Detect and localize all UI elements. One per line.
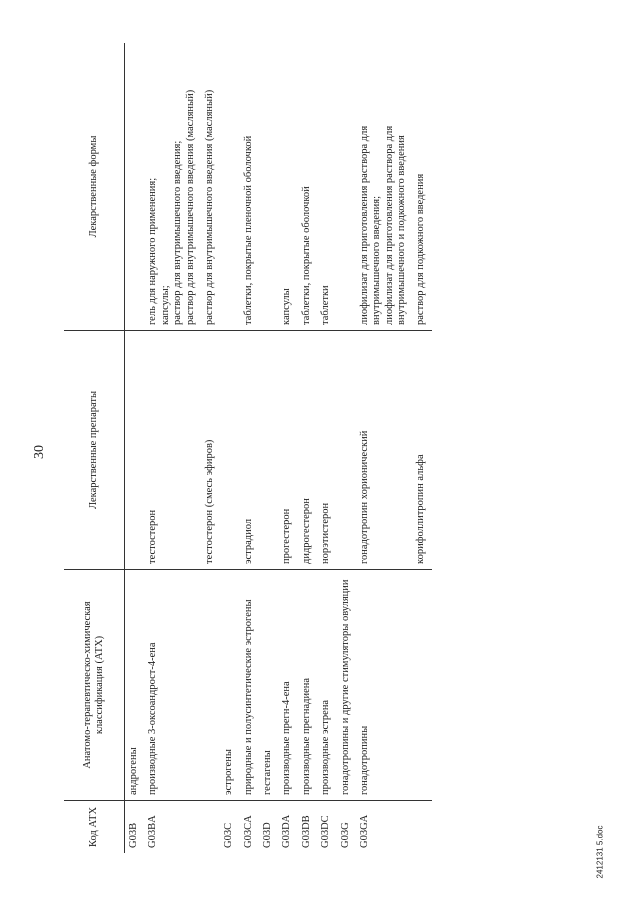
table-header-row — [64, 43, 125, 853]
dosage-forms-cell — [240, 43, 259, 331]
table-row — [125, 43, 145, 853]
page-number: 30 — [32, 445, 47, 459]
header-drugs: Лекарственные препараты — [64, 331, 125, 570]
dosage-form-line: раствор для внутримышечного введения (масляный) — [203, 89, 215, 325]
drug-cell — [125, 331, 145, 570]
atc-class-cell: производные эстрена — [317, 570, 336, 801]
dosage-form-line: раствор для внутримышечного введения; — [172, 140, 184, 325]
drug-cell: тестостерон — [144, 331, 201, 570]
table-row — [144, 43, 201, 853]
dosage-forms-cell — [278, 43, 297, 331]
table-row — [278, 43, 297, 853]
dosage-form-line: капсулы; — [159, 285, 171, 325]
table-body — [125, 43, 432, 853]
table-row — [220, 43, 239, 853]
atc-table-rotated — [64, 43, 600, 853]
table-row — [259, 43, 278, 853]
header-atc-classification: Анатомо-терапевтическо-химическая классификация (АТХ) — [64, 570, 125, 801]
drug-cell: прогестерон — [278, 331, 297, 570]
atc-code-cell: G03CA — [242, 815, 254, 848]
drug-cell: тестостерон (смесь эфиров) — [201, 331, 220, 570]
atc-class-cell: производные 3-оксоандрост-4-ена — [144, 570, 201, 801]
atc-class-cell: гестагены — [259, 570, 278, 801]
atc-table — [64, 43, 432, 853]
drug-cell — [259, 331, 278, 570]
dosage-forms-cell — [317, 43, 336, 331]
dosage-forms-cell — [298, 43, 317, 331]
footer-doc-name: 2412131 5.doc — [595, 825, 605, 879]
drug-cell: гонадотропин хорионический — [356, 331, 413, 570]
atc-code-cell: G03D — [262, 822, 273, 848]
dosage-form-line: таблетки, покрытые оболочкой — [300, 186, 312, 325]
atc-class-cell: эстрогены — [220, 570, 239, 801]
dosage-forms-cell — [125, 43, 145, 331]
atc-code-cell: G03GA — [358, 814, 370, 848]
atc-code-cell: G03C — [223, 822, 235, 848]
dosage-form-line: лиофилизат для приготовления раствора для внутримышечного введения; — [358, 125, 383, 325]
atc-class-cell: природные и полусинтетические эстрогены — [240, 570, 259, 801]
atc-code-cell — [412, 801, 431, 854]
table-row — [337, 43, 356, 853]
table-row — [201, 43, 220, 853]
dosage-form-line: лиофилизат для приготовления раствора для внутримышечного и подкожного введения — [383, 125, 407, 325]
drug-cell — [220, 331, 239, 570]
dosage-forms-cell — [356, 43, 413, 331]
dosage-forms-cell — [144, 43, 201, 331]
table-row — [356, 43, 413, 853]
atc-code-cell: G03B — [128, 822, 139, 848]
dosage-form-line: капсулы — [281, 288, 293, 325]
atc-code-cell: G03DC — [320, 815, 332, 848]
atc-code-cell: G03DA — [281, 814, 293, 848]
atc-class-cell: гонадотропины — [356, 570, 413, 801]
dosage-form-line: раствор для внутримышечного введения (масляный) — [184, 89, 196, 325]
dosage-forms-cell — [201, 43, 220, 331]
atc-class-cell — [201, 570, 220, 801]
drug-cell: эстрадиол — [240, 331, 259, 570]
atc-code-cell: G03G — [339, 822, 351, 848]
header-atc-code: Код АТХ — [64, 801, 125, 854]
dosage-form-line: таблетки — [320, 285, 332, 325]
atc-code-cell: G03DB — [300, 815, 312, 848]
drug-cell: дидрогестерон — [298, 331, 317, 570]
dosage-form-line: раствор для подкожного введения — [415, 173, 427, 325]
table-row — [298, 43, 317, 853]
atc-code-cell: G03BA — [147, 815, 159, 848]
atc-class-cell: производные прегнадиена — [298, 570, 317, 801]
dosage-form-line: таблетки, покрытые пленочной оболочкой — [242, 135, 254, 325]
atc-class-cell: андрогены — [125, 570, 145, 801]
drug-cell: норэтистерон — [317, 331, 336, 570]
header-dosage-forms: Лекарственные формы — [64, 43, 125, 331]
dosage-forms-cell — [337, 43, 356, 331]
atc-code-cell — [201, 801, 220, 854]
atc-class-cell — [412, 570, 431, 801]
table-row — [412, 43, 431, 853]
drug-cell: корифоллитропин альфа — [412, 331, 431, 570]
atc-class-cell: гонадотропины и другие стимуляторы овуляции — [337, 570, 356, 801]
dosage-form-line: гель для наружного применения; — [147, 177, 159, 325]
atc-class-cell: производные прегн-4-ена — [278, 570, 297, 801]
drug-cell — [337, 331, 356, 570]
dosage-forms-cell — [412, 43, 431, 331]
table-row — [240, 43, 259, 853]
dosage-forms-cell — [259, 43, 278, 331]
table-row — [317, 43, 336, 853]
dosage-forms-cell — [220, 43, 239, 331]
